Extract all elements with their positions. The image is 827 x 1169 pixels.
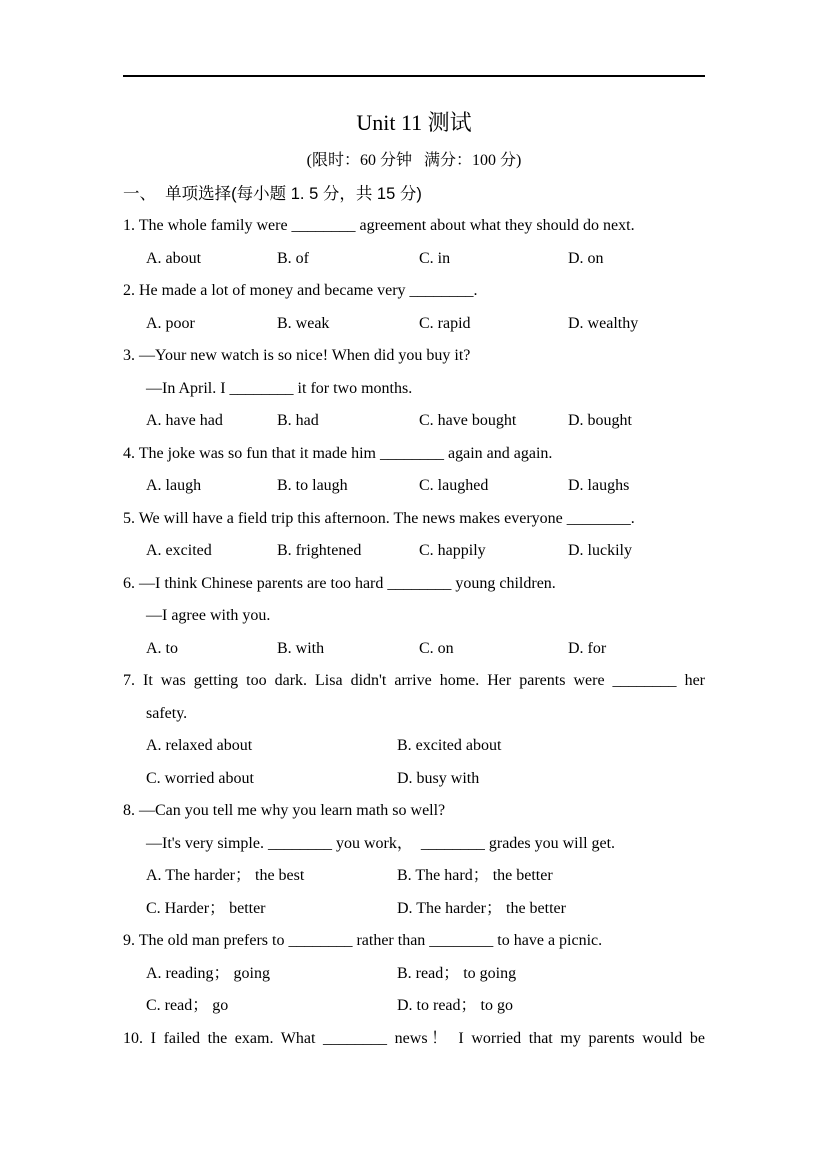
question-text: 8. —Can you tell me why you learn math so well?: [123, 802, 446, 819]
question-6: [123, 568, 705, 666]
option-a: A. laugh: [146, 477, 202, 494]
option-d: D. on: [568, 249, 604, 267]
question-2: [123, 275, 705, 340]
question-9: [123, 925, 705, 1023]
options-row: [146, 958, 705, 991]
section-heading: 一、 单项选择(每小题 1. 5 分，共 15 分): [123, 184, 422, 203]
options-row: [146, 893, 705, 926]
option-d: D. The harder； the better: [397, 899, 566, 917]
options-row: [146, 308, 705, 341]
question-8: [123, 795, 705, 925]
option-b: B. read； to going: [397, 964, 517, 982]
time-score-subtitle: (限时：60 分钟 满分：100 分): [306, 152, 522, 169]
option-d: D. laughs: [568, 477, 630, 494]
option-c: C. laughed: [419, 477, 489, 494]
question-text-line2: —It's very simple. ________ you work， ________ grades you will get.: [146, 834, 616, 852]
option-a: A. reading； going: [146, 964, 270, 982]
question-4: [123, 438, 705, 503]
option-d: D. to read； to go: [397, 997, 513, 1014]
option-d: D. luckily: [568, 542, 632, 559]
question-1: [123, 210, 705, 275]
option-b: B. weak: [277, 314, 330, 332]
option-c: C. Harder； better: [146, 899, 266, 917]
header-rule: [123, 75, 705, 77]
option-b: B. with: [277, 639, 325, 657]
options-row: [146, 730, 705, 763]
question-5: [123, 503, 705, 568]
question-text: 5. We will have a field trip this afternoon. The news makes everyone ________.: [123, 509, 635, 527]
option-b: B. frightened: [277, 542, 362, 559]
option-d: D. bought: [568, 412, 632, 429]
options-row: [146, 633, 705, 666]
question-text: 4. The joke was so fun that it made him ________ again and again.: [123, 444, 553, 462]
option-b: B. had: [277, 412, 319, 429]
option-c: C. rapid: [419, 314, 471, 332]
option-a: A. about: [146, 249, 202, 267]
question-text: 10. I failed the exam. What ________ news！ I worried that my parents would be: [123, 1029, 705, 1047]
page-title: Unit 11 测试: [356, 110, 472, 135]
option-c: C. have bought: [419, 412, 517, 429]
page-content: [123, 0, 705, 1055]
option-c: C. happily: [419, 542, 486, 559]
option-d: D. for: [568, 639, 607, 657]
options-row: [146, 405, 705, 438]
question-3: [123, 340, 705, 438]
option-b: B. The hard； the better: [397, 867, 553, 884]
question-text-line2: —In April. I ________ it for two months.: [146, 379, 413, 397]
question-text: 3. —Your new watch is so nice! When did you buy it?: [123, 347, 471, 364]
option-d: D. busy with: [397, 769, 480, 787]
option-b: B. to laugh: [277, 477, 348, 494]
question-text: 7. It was getting too dark. Lisa didn't arrive home. Her parents were ________ her: [123, 672, 705, 689]
option-a: A. relaxed about: [146, 737, 253, 754]
option-a: A. to: [146, 639, 178, 657]
option-a: A. The harder； the best: [146, 867, 305, 884]
options-row: [146, 535, 705, 568]
option-d: D. wealthy: [568, 314, 639, 332]
question-text: 2. He made a lot of money and became very ________.: [123, 282, 478, 299]
option-b: B. of: [277, 249, 309, 267]
options-row: [146, 990, 705, 1023]
options-row: [146, 243, 705, 276]
question-text-line2: —I agree with you.: [146, 607, 271, 624]
question-10: [123, 1023, 705, 1056]
option-c: C. in: [419, 249, 451, 267]
options-row: [146, 860, 705, 893]
question-text: 9. The old man prefers to ________ rather than ________ to have a picnic.: [123, 932, 603, 949]
question-7: [123, 665, 705, 795]
option-c: C. worried about: [146, 769, 254, 787]
option-c: C. on: [419, 639, 454, 657]
option-c: C. read； go: [146, 997, 229, 1014]
question-text: 6. —I think Chinese parents are too hard ________ young children.: [123, 574, 556, 592]
option-a: A. excited: [146, 542, 212, 559]
options-row: [146, 470, 705, 503]
question-text: 1. The whole family were ________ agreement about what they should do next.: [123, 217, 635, 234]
option-a: A. poor: [146, 314, 195, 332]
question-text-line2: safety.: [146, 704, 188, 722]
option-a: A. have had: [146, 412, 223, 429]
options-row: [146, 763, 705, 796]
option-b: B. excited about: [397, 737, 502, 754]
